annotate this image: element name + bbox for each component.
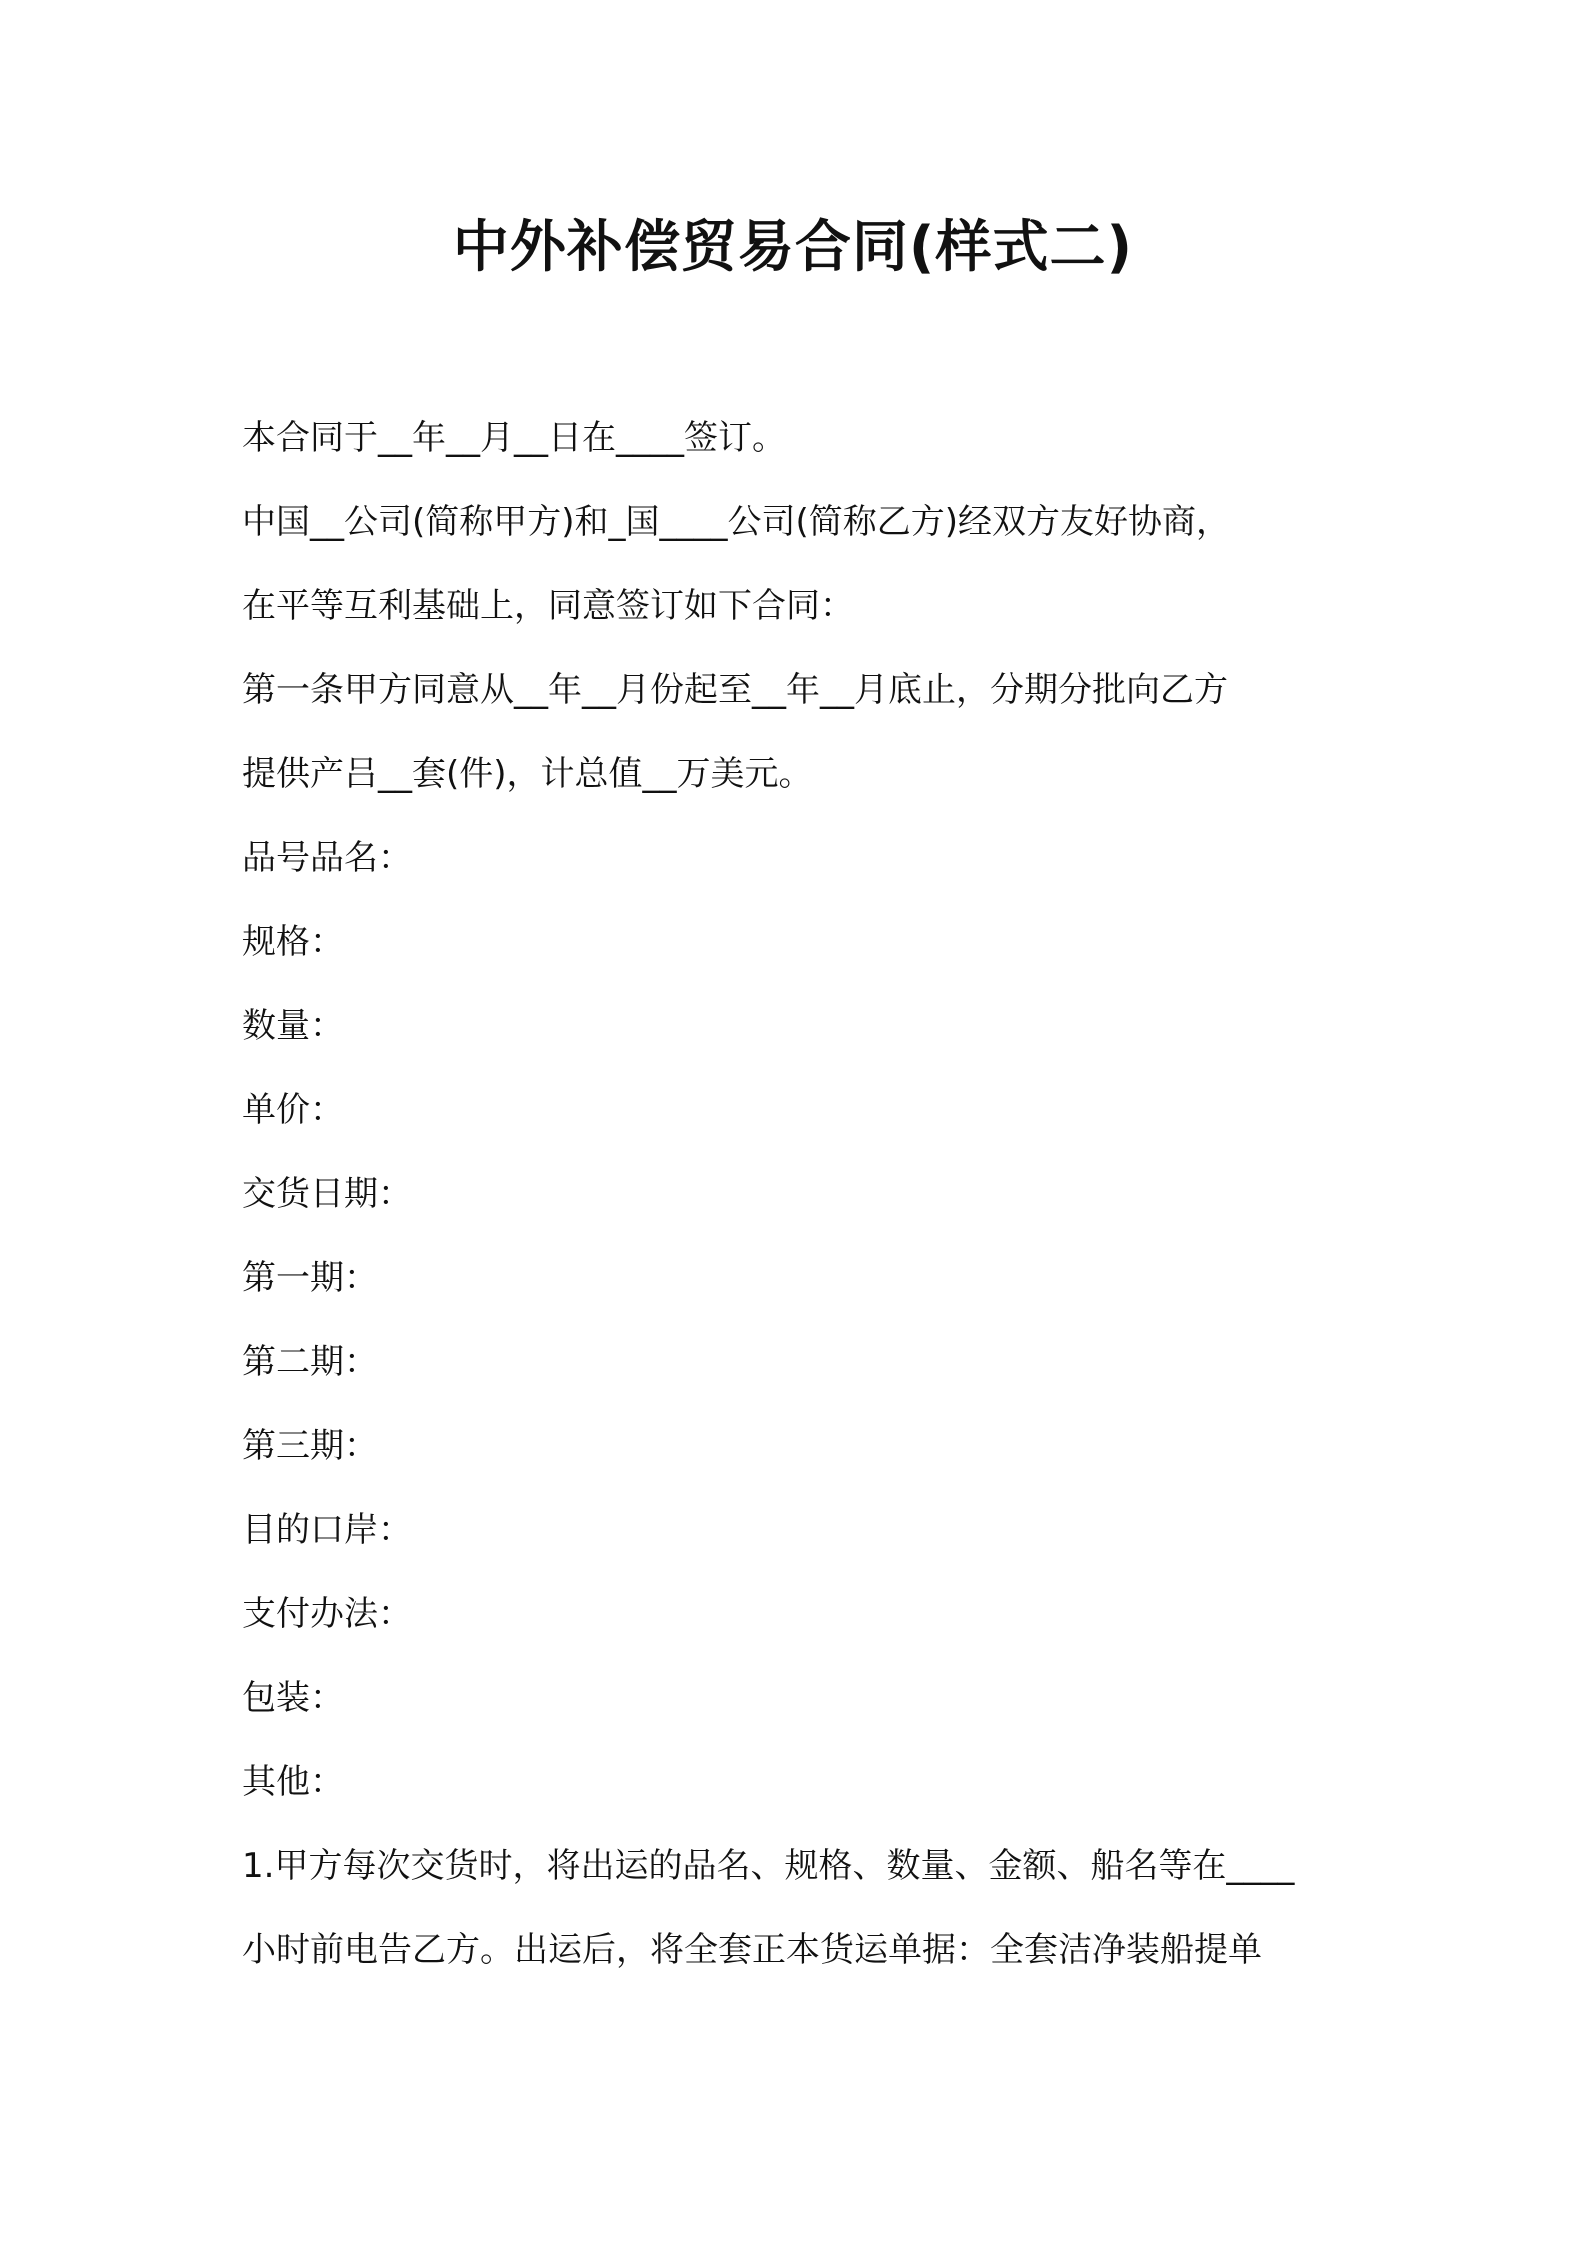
text-line: 数量： [242, 1006, 344, 1046]
text-line: 中国__公司(简称甲方)和_国____公司(简称乙方)经双方友好协商， [242, 502, 1231, 542]
document-title: 中外补偿贸易合同(样式二) [452, 215, 1134, 280]
text-line: 第一期： [242, 1258, 378, 1298]
text-line: 包装： [242, 1678, 344, 1718]
text-line: 提供产吕__套(件)，计总值__万美元。 [242, 754, 813, 794]
text-line: 品号品名： [242, 838, 412, 878]
text-line: 本合同于__年__月__日在____签订。 [242, 418, 786, 458]
text-line: 小时前电告乙方。出运后，将全套正本货运单据：全套洁净装船提单 [242, 1930, 1262, 1970]
text-line: 目的口岸： [242, 1510, 412, 1550]
text-line: 支付办法： [242, 1594, 412, 1634]
text-line: 在平等互利基础上，同意签订如下合同： [242, 586, 854, 626]
text-line: 第三期： [242, 1426, 378, 1466]
text-line: 其他： [242, 1762, 344, 1802]
text-line: 第二期： [242, 1342, 378, 1382]
text-line: 第一条甲方同意从__年__月份起至__年__月底止，分期分批向乙方 [242, 670, 1228, 710]
text-line: 单价： [242, 1090, 344, 1130]
text-line: 交货日期： [242, 1174, 412, 1214]
text-line: 规格： [242, 922, 344, 962]
document-body [242, 396, 1362, 1992]
text-line: 1.甲方每次交货时，将出运的品名、规格、数量、金额、船名等在____ [242, 1846, 1295, 1886]
